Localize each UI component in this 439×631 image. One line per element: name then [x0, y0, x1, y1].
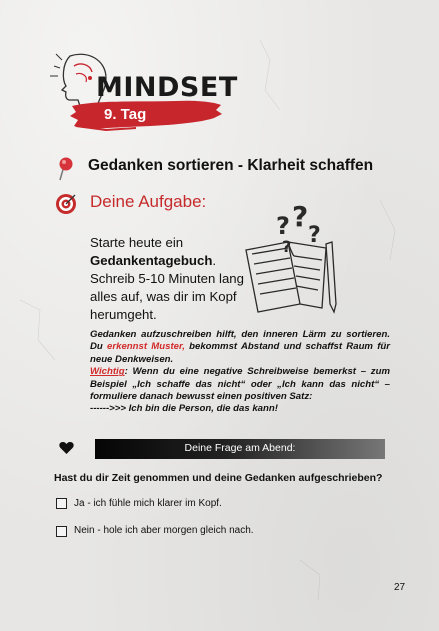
intro-text: Starte heute ein Gedankentagebuch. Schreib 5-10 Minuten lang alles auf, was dir im Kopf herumgeht.: [90, 235, 244, 322]
evening-question-label: Deine Frage am Abend:: [184, 442, 296, 454]
mindset-title: MINDSET: [96, 72, 238, 103]
important-label: Wichtig: [90, 366, 125, 378]
headline: Gedanken sortieren - Klarheit schaffen: [88, 157, 374, 174]
svg-text:?: ?: [276, 212, 290, 240]
option-yes-label: Ja - ich fühle mich klarer im Kopf.: [74, 498, 222, 509]
checkbox-yes[interactable]: [56, 498, 67, 509]
pin-icon: [56, 156, 76, 182]
svg-text:?: ?: [308, 223, 321, 248]
notebook-question-icon: [238, 204, 344, 320]
option-no-label: Nein - hole ich aber morgen gleich nach.: [74, 525, 254, 536]
target-icon: [55, 193, 77, 215]
task-label: Deine Aufgabe:: [90, 192, 207, 211]
svg-text:?: ?: [292, 204, 309, 233]
day-label: 9. Tag: [104, 106, 147, 123]
svg-text:?: ?: [282, 237, 292, 256]
page-number: 27: [394, 582, 406, 593]
checkbox-no[interactable]: [56, 526, 67, 537]
heart-icon: [59, 441, 74, 455]
body-paragraph: Gedanken aufzuschreiben hilft, den inneren Lärm zu sortieren. Du erkennst Muster, bekommst Abstand und schaffst Raum für neue Denkweisen. Wichtig: Wenn du eine negative Schreibweise bemerkst – zum Beispiel „Ich schaffe das nicht“ oder „Ich kann das nicht“ – formuliere danach bewusst einen positiven Satz: ------>>> Ich bin die Person, die das kann!: [90, 329, 390, 415]
evening-question: Hast du dir Zeit genommen und deine Gedanken aufgeschrieben?: [54, 472, 383, 484]
